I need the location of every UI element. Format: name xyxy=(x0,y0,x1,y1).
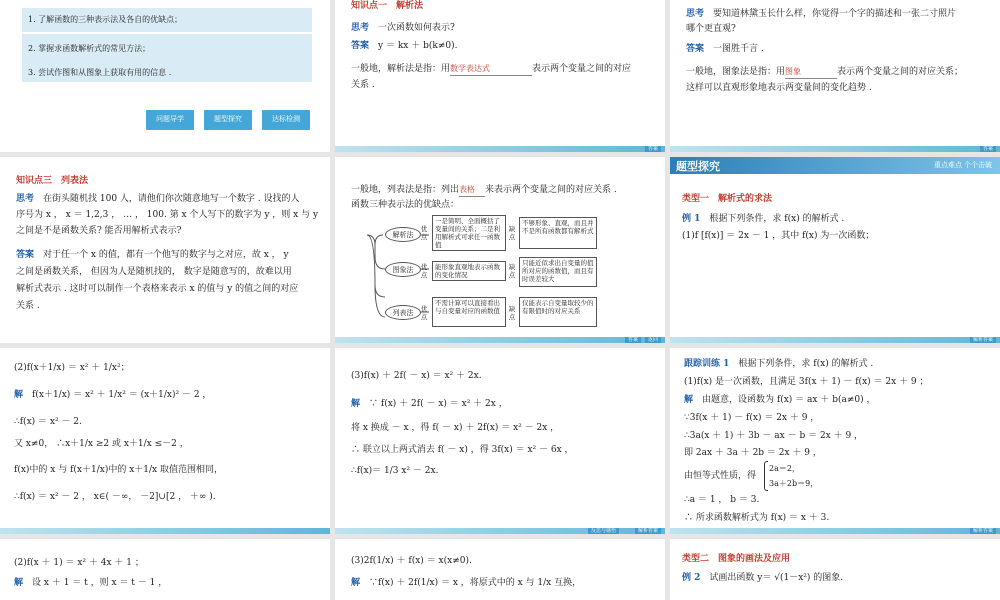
slide-comparison xyxy=(335,157,665,343)
footer-bar xyxy=(335,146,665,152)
example-row xyxy=(682,213,844,226)
solution-line-5: 由恒等式性质，得 xyxy=(684,471,757,481)
nav-button-explore[interactable]: 题型探究 xyxy=(204,110,252,130)
con-label: 缺点 xyxy=(508,225,516,241)
solution-row xyxy=(351,398,508,411)
answer-text: y ＝ kx ＋ b(k≠0). xyxy=(378,41,458,51)
question-2: (2)f(x＋1/x) ＝ x² ＋ 1/x²； xyxy=(14,363,130,373)
solution-row xyxy=(684,394,875,407)
header-subtitle: 重点难点 个个击破 xyxy=(934,162,992,169)
solution-line-2: ∵3f(x ＋ 1) － f(x) ＝ 2x ＋ 9 ， xyxy=(684,413,820,423)
think-text-1: 要知道林黛玉长什么样，你觉得一个字的描述和一张二寸照片 xyxy=(713,9,957,19)
solution-label: 解 xyxy=(351,399,361,409)
answer-tag[interactable]: 答案 xyxy=(625,337,641,343)
think-text-1: 在街头随机找 100 人，请他们你次随意地写一个数字 . 设找的人 xyxy=(43,194,300,204)
think-text-2: 序号为 x ， x ＝ 1,2,3 ， … ， 100. 第 x 个人写下的数字为 y ，则 x 与 y xyxy=(16,210,319,220)
type-heading: 类型一 解析式的求法 xyxy=(682,194,773,204)
pro-label: 优点 xyxy=(420,305,428,321)
answer-tag[interactable]: 答案 xyxy=(980,146,996,152)
analysis-tag[interactable]: 解析答案 xyxy=(635,528,661,534)
solution-label: 解 xyxy=(14,578,24,588)
think-text-3: 之间是不是函数关系? 能否用解析式表示? xyxy=(16,226,182,236)
definition-text-a: 一般地，列表法是指：列出 xyxy=(351,185,460,195)
slide-graph-method xyxy=(670,0,1000,152)
slide-practice-1 xyxy=(670,348,1000,534)
slide-problem-types xyxy=(670,157,1000,343)
section-header xyxy=(670,157,1000,174)
definition-line-2: 函数三种表示法的优缺点： xyxy=(351,200,460,210)
nav-button-guide[interactable]: 问题导学 xyxy=(146,110,194,130)
solution-line-2: ∴f(x) ＝ x² － 2. xyxy=(14,417,82,427)
slide-example-2 xyxy=(0,348,330,534)
question-2: (2)f(x ＋ 1) ＝ x² ＋ 4x ＋ 1 ； xyxy=(14,558,144,568)
answer-label: 答案 xyxy=(16,250,35,260)
answer-row xyxy=(686,43,764,56)
solution-label: 解 xyxy=(351,578,361,588)
footer-bar xyxy=(670,337,1000,343)
example-label: 例 2 xyxy=(682,573,701,583)
definition-text-b: 表示两个变量之间的对应关系； xyxy=(837,67,964,77)
answer-row xyxy=(351,40,457,53)
answer-text-2: 之间是函数关系， 但因为人是随机找的， 数字是随意写的，故难以用 xyxy=(16,267,292,277)
question-3: (3)2f(1/x) ＋ f(x) ＝ x(x≠0). xyxy=(351,556,472,566)
question-3: (3)f(x) ＋ 2f( － x) ＝ x² ＋ 2x. xyxy=(351,371,482,381)
goal-1: 1. 了解函数的三种表示法及各自的优缺点； xyxy=(22,8,312,32)
con-graph: 只能近似求出自变量的值所对应的函数值，而且有时误差较大 xyxy=(519,257,597,287)
think-row xyxy=(16,193,300,206)
definition-text-b: 表示两个变量之间的对应 xyxy=(532,64,632,74)
type-heading: 类型二 图象的画法及应用 xyxy=(682,554,791,564)
answer-text-4: 关系 . xyxy=(16,301,40,311)
solution-line-4: ∴f(x)＝ 1/3 x² － 2x. xyxy=(351,466,439,476)
solution-line-1: ∵ f(x) ＋ 2f( － x) ＝ x² ＋ 2x ， xyxy=(369,399,508,409)
blank-answer: 表格 xyxy=(459,183,485,197)
goal-2: 2. 掌握求函数解析式的常见方法； xyxy=(22,34,312,62)
solution-line-1: 设 x ＋ 1 ＝ t ，则 x ＝ t － 1 ， xyxy=(32,578,168,588)
example-text: 试画出函数 y＝ √(1－x²) 的图象. xyxy=(709,573,844,583)
example-label: 例 1 xyxy=(682,214,701,224)
pro-label: 优点 xyxy=(420,225,428,241)
practice-title: 根据下列条件，求 f(x) 的解析式 . xyxy=(738,359,874,369)
definition-text-b: 来表示两个变量之间的对应关系 . xyxy=(485,185,617,195)
method-table: 列表法 xyxy=(385,305,421,320)
answer-text: 一图胜千言 . xyxy=(713,44,764,54)
section-heading: 知识点一 解析法 xyxy=(351,1,424,11)
definition-line xyxy=(686,65,963,79)
answer-text-3: 解析式表示 . 这时可以制作一个表格来表示 x 的值与 y 的值之间的对应 xyxy=(16,284,299,294)
answer-label: 答案 xyxy=(686,44,705,54)
equation-brace xyxy=(764,461,768,491)
example-text: 根据下列条件，求 f(x) 的解析式 . xyxy=(709,214,845,224)
solution-line-3: ∴3a(x ＋ 1) ＋ 3b － ax － b ＝ 2x ＋ 9 ， xyxy=(684,431,864,441)
think-label: 思考 xyxy=(686,9,705,19)
practice-question: (1)f(x) 是一次函数，且满足 3f(x ＋ 1) － f(x) ＝ 2x ＋ 9 ； xyxy=(684,377,929,387)
example-row xyxy=(682,572,843,585)
solution-line-3: 又 x≠0， ∴x＋1/x ≥2 或 x＋1/x ≤－2 ， xyxy=(14,439,189,449)
definition-line xyxy=(351,62,631,76)
answer-row xyxy=(16,249,289,262)
equation-2: 3a＋2b＝9， xyxy=(769,479,819,488)
think-label: 思考 xyxy=(16,194,35,204)
slide-analytic-method xyxy=(335,0,665,152)
con-analytic: 不够形象、直观，而且并不是所有函数都有解析式 xyxy=(519,217,597,249)
slide-example-3 xyxy=(335,348,665,534)
con-label: 缺点 xyxy=(508,305,516,321)
definition-text-a: 一般地，图象法是指：用 xyxy=(686,67,786,77)
back-tag[interactable]: 返回 xyxy=(645,337,661,343)
answer-tag[interactable]: 答案 xyxy=(645,146,661,152)
solution-label: 解 xyxy=(14,390,24,400)
answer-label: 答案 xyxy=(351,41,370,51)
practice-row xyxy=(684,358,873,371)
solution-line-2: 将 x 换成 － x ，得 f( － x) ＋ 2f(x) ＝ x² － 2x ， xyxy=(351,423,560,433)
solution-line-1: f(x＋1/x) ＝ x² ＋ 1/x² ＝ (x＋1/x)² － 2 ， xyxy=(32,390,212,400)
goal-3: 3. 尝试作图和从图象上获取有用的信息 . xyxy=(22,62,312,82)
solution-line-1: ∵f(x) ＋ 2f(1/x) ＝ x ，将原式中的 x 与 1/x 互换， xyxy=(369,578,582,588)
pro-table: 不需计算可以直接看出与自变量对应的函数值 xyxy=(432,297,506,327)
solution-line-7: ∴ 所求函数解析式为 f(x) ＝ x ＋ 3. xyxy=(684,513,830,523)
solution-line-5: ∴f(x) ＝ x² － 2 ， x∈( －∞， －2]∪[2 ， ＋∞ ). xyxy=(14,492,216,502)
definition-line-2: 关系 . xyxy=(351,80,375,90)
nav-button-test[interactable]: 达标检测 xyxy=(262,110,310,130)
think-row xyxy=(686,8,956,21)
con-label: 缺点 xyxy=(508,263,516,279)
solution-row xyxy=(351,577,581,590)
footer-bar xyxy=(670,528,1000,534)
method-graph: 图象法 xyxy=(385,262,421,277)
section-heading: 知识点三 列表法 xyxy=(16,176,89,186)
solution-row xyxy=(14,577,167,590)
question-1: (1)f [f(x)] ＝ 2x － 1 ，其中 f(x) 为一次函数； xyxy=(682,231,875,241)
solution-row xyxy=(14,389,211,402)
definition-line-2: 这样可以直观形象地表示两变量间的变化趋势 . xyxy=(686,83,872,93)
solution-line-4: f(x)中的 x 与 f(x＋1/x)中的 x＋1/x 取值范围相同， xyxy=(14,465,223,475)
think-text: 一次函数如何表示? xyxy=(378,23,455,33)
footer-bar xyxy=(335,337,665,343)
method-analytic: 解析法 xyxy=(385,227,421,242)
solution-line-6: ∴a ＝ 1 ， b ＝ 3. xyxy=(684,495,760,505)
slide-learning-goals xyxy=(0,0,330,152)
equation-1: 2a＝2， xyxy=(769,464,800,473)
slide-practice-3 xyxy=(335,539,665,600)
blank-answer: 图象 xyxy=(785,65,837,79)
think-text-2: 哪个更直观? xyxy=(686,24,736,34)
solution-label: 解 xyxy=(684,395,694,405)
think-row xyxy=(351,22,455,35)
blank-answer: 数学表达式 xyxy=(450,62,532,76)
pro-graph: 能形象直观地表示函数的变化情况 xyxy=(432,261,506,281)
con-table: 仅能表示自变量取较少的有限值时的对应关系 xyxy=(519,297,597,327)
slide-example-1-2 xyxy=(0,539,330,600)
footer-bar xyxy=(670,146,1000,152)
pro-label: 优点 xyxy=(420,263,428,279)
header-title: 题型探究 xyxy=(676,161,720,173)
practice-label: 跟踪训练 1 xyxy=(684,359,730,369)
analysis-tag[interactable]: 解析答案 xyxy=(970,337,996,343)
answer-text-1: 对于任一个 x 的值，都有一个他写的数字与之对应，故 x ， y xyxy=(43,250,289,260)
think-label: 思考 xyxy=(351,23,370,33)
reflection-tag[interactable]: 反思与感悟 xyxy=(588,528,619,534)
solution-line-1: 由题意，设函数为 f(x) ＝ ax ＋ b(a≠0) ， xyxy=(702,395,876,405)
solution-line-4: 即 2ax ＋ 3a ＋ 2b ＝ 2x ＋ 9 ， xyxy=(684,448,822,458)
analysis-tag[interactable]: 解析答案 xyxy=(970,528,996,534)
footer-bar xyxy=(0,528,330,534)
solution-line-3: ∴ 联立以上两式消去 f( － x) ，得 3f(x) ＝ x² － 6x ， xyxy=(351,445,574,455)
slide-table-method xyxy=(0,157,330,343)
slide-type-2 xyxy=(670,539,1000,600)
definition-text-a: 一般地，解析法是指：用 xyxy=(351,64,451,74)
pro-analytic: 一是简明、全面概括了变量间的关系；二是利用解析式可求任一函数值 xyxy=(432,215,506,251)
